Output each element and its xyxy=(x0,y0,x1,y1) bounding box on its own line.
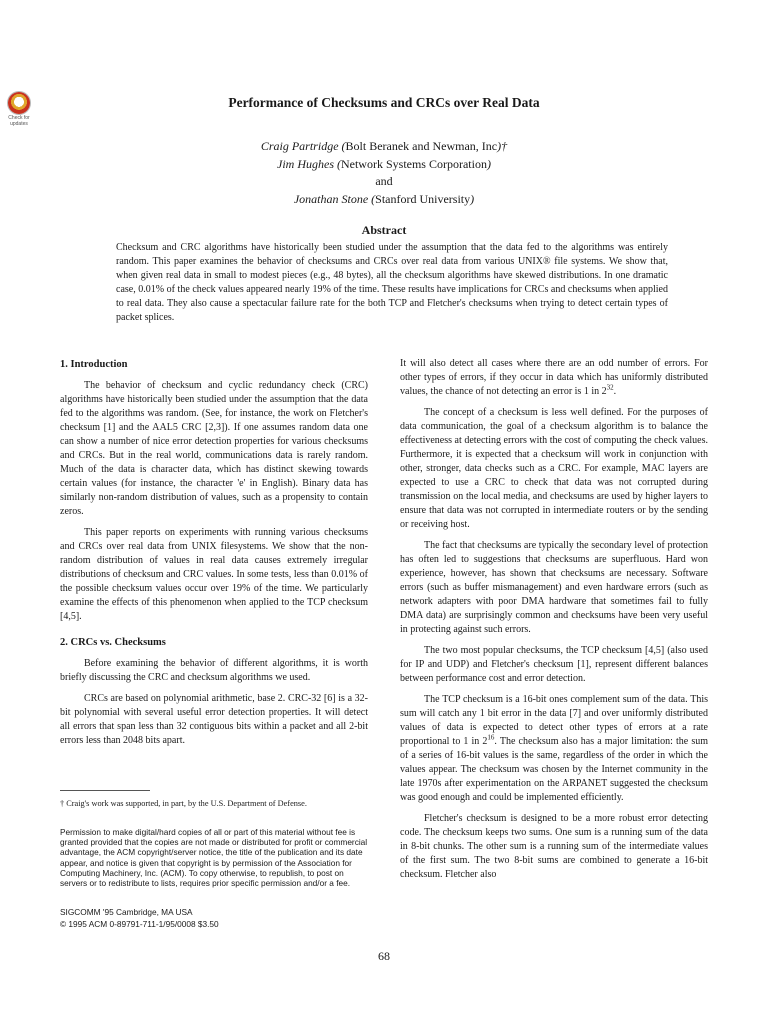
section-2-heading: 2. CRCs vs. Checksums xyxy=(60,637,166,648)
page-number: 68 xyxy=(378,949,390,963)
crc-paragraph-1: Before examining the behavior of different algorithms, it is worth briefly discussing the CRC and checksum algorithms we used. xyxy=(60,658,368,683)
author-3-close: ) xyxy=(470,191,475,206)
author-1-mark: )† xyxy=(497,139,508,153)
authors-and: and xyxy=(375,174,393,188)
author-2-name: Jim Hughes ( xyxy=(277,156,341,171)
author-3-name: Jonathan Stone ( xyxy=(293,191,376,206)
right-p5-text: The TCP checksum is a 16-bit ones complement sum of the data. This sum will catch any 1 bit error in the data [7] and over uniformly distributed values of data is expected to detect other types of errors at a rate proportional to 1 in 2 xyxy=(400,694,708,747)
author-block xyxy=(0,138,768,208)
abstract-text: Checksum and CRC algorithms have historically been studied under the assumption that the data fed to the algorithms was entirely random. This paper examines the behavior of checksums and CRCs over real data from various UNIX® file systems. We show that, when given real data in small to modest pieces (e.g., 48 bytes), all the checksum algorithms have skewed distributions. In one dramatic case, 0.01% of the check values appeared nearly 19% of the time. These results have implications for CRCs and checksums when applied to real data. They also cause a spectacular failure rate for the both TCP and Fletcher's checksums when trying to detect certain types of packet splices. xyxy=(116,242,668,323)
left-column xyxy=(60,358,368,755)
right-p1-text: It will also detect all cases where there are an odd number of errors. For other types of errors, if they occur in data which has uniformly distributed values, the chance of not detecting an error is 1 in 2 xyxy=(400,358,708,397)
right-column xyxy=(400,357,708,889)
intro-paragraph-2: This paper reports on experiments with running various checksums and CRCs over real data from UNIX filesystems. We show that the non-random distribution of values in real data causes extremely irregular distributions of checksum and CRC values. In some tests, less than 0.01% of the possible checksum values occur over 19% of the time. We particularly examine the effects of this phenomenon when applied to the TCP checksum [4,5]. xyxy=(60,527,368,622)
badge-label xyxy=(4,115,34,127)
conference-info xyxy=(60,907,370,930)
right-p1-exponent: 32 xyxy=(606,383,614,392)
crc-paragraph-2: CRCs are based on polynomial arithmetic, base 2. CRC-32 [6] is a 32-bit polynomial with several useful error detection properties. It will detect all errors that span less than 32 contiguous bits within a packet and all 2-bit errors less than 2048 bits apart. xyxy=(60,693,368,746)
copyright-line: © 1995 ACM 0-89791-711-1/95/0008 $3.50 xyxy=(60,918,219,929)
author-2-affiliation: Network Systems Corporation xyxy=(340,156,487,171)
right-paragraph-2: The concept of a checksum is less well defined. For the purposes of data communication, the goal of a checksum algorithm is to balance the effectiveness at detecting errors with the cost of computing the check values. Furthermore, it is expected that a checksum will work in conjunction with other, stronger, data checks such as a CRC. For example, MAC layers are expected to use a CRC to check that data was not corrupted during transmission on the local media, and checksums are used by higher layers to ensure that data was not corrupted in intermediate routers or by the sending or receiving host. xyxy=(400,407,708,530)
right-paragraph-4: The two most popular checksums, the TCP checksum [4,5] (also used for IP and UDP) and Fletcher's checksum [1], represent different balances between performance cost and error detection. xyxy=(400,645,708,684)
right-p1-end: . xyxy=(613,386,617,397)
right-paragraph-3: The fact that checksums are typically the secondary level of protection has often led to suggestions that checksums are superfluous. Hard won experience, however, has shown that checksums are necessary. Software errors (such as buffer mismanagement) and even hardware errors (such as network adapters with poor DMA hardware that sometimes fail to fully DMA data) are surprisingly common and checksums have been very useful in protecting against such errors. xyxy=(400,540,708,635)
right-p5-exponent: 16 xyxy=(487,733,495,742)
badge-line-1: Check for xyxy=(8,115,30,121)
conference-line: SIGCOMM '95 Cambridge, MA USA xyxy=(60,907,193,917)
author-2-close: ) xyxy=(486,156,491,171)
author-2 xyxy=(0,156,768,174)
badge-line-2: updates xyxy=(10,121,28,127)
author-1-affiliation: Bolt Beranek and Newman, Inc xyxy=(345,139,498,153)
right-p5-end: . The checksum also has a major limitation: the sum of a series of 16-bit values is the same, regardless of the order in which the values appear. The checksum was chosen by the Internet community in the late 1970s after experimentation on the ARPANET suggested the checksum was good enough and could be implemented efficiently. xyxy=(400,736,708,803)
footnote: † Craig's work was supported, in part, by the U.S. Department of Defense. xyxy=(60,799,307,808)
footnote-divider xyxy=(60,790,150,791)
right-paragraph-1 xyxy=(400,357,708,399)
paper-title: Performance of Checksums and CRCs over Real Data xyxy=(228,95,540,110)
right-paragraph-6: Fletcher's checksum is designed to be a more robust error detecting code. The checksum keeps two sums. One sum is a running sum of the data in 8-bit chunks. The other sum is a running sum of the intermediate values of the first sum. The two 8-bit sums are combined to generate a 16-bit checksum. Fletcher also xyxy=(400,813,708,880)
intro-paragraph-1: The behavior of checksum and cyclic redundancy check (CRC) algorithms have historically been studied under the assumption that the data fed to the algorithms was random. (See, for instance, the work on Fletcher's checksum [1] and the AAL5 CRC [2,3]). If one assumes random data one can show a number of nice error detection properties for various checksums and CRCs. But in the real world, communications data is rarely random. Much of the data is character data, which has distinct skewing towards certain values (for instance, the character 'e' in English). Binary data has similarly non-random distribution of values, such as a propensity to contain zeros. xyxy=(60,380,368,517)
author-3 xyxy=(0,191,768,209)
copyright-permission-notice: Permission to make digital/hard copies of all or part of this material without fee is granted provided that the copies are not made or distributed for profit or commercial advantage, the ACM copyright/server notice, the title of the publication and its date appear, and notice is given that copyright is by permission of the Association for Computing Machinery, Inc. (ACM). To copy otherwise, to republish, to post on servers or to redistribute to lists, requires prior specific permission and/or a fee. xyxy=(60,827,368,889)
author-1-name: Craig Partridge ( xyxy=(260,139,346,153)
author-1 xyxy=(0,138,768,156)
right-paragraph-5 xyxy=(400,693,708,805)
author-3-affiliation: Stanford University xyxy=(375,191,471,206)
section-1-heading: 1. Introduction xyxy=(60,359,128,370)
abstract-heading: Abstract xyxy=(361,223,407,237)
